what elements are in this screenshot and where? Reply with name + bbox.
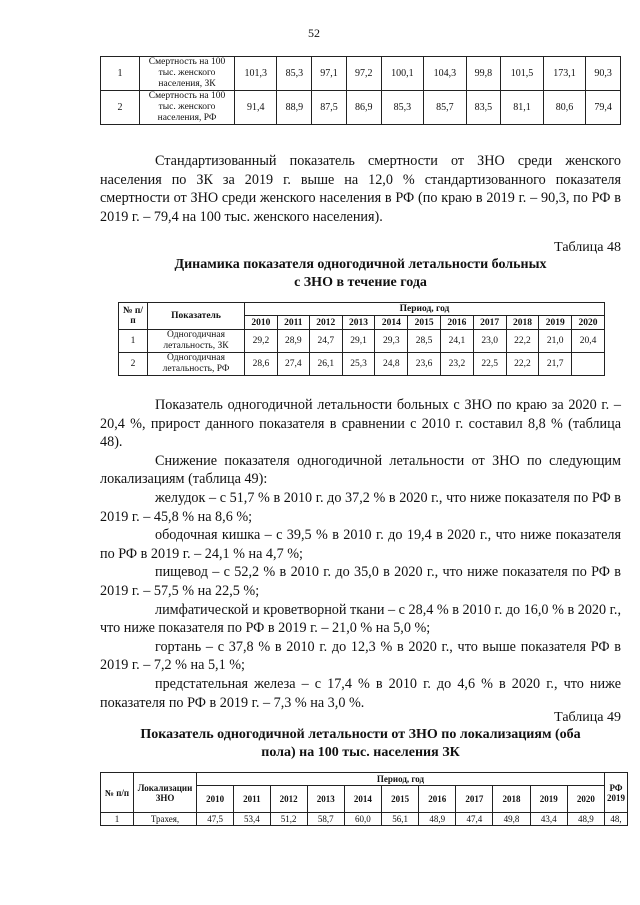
col-indicator-header: Показатель [148,303,245,330]
table-cell: 88,9 [277,91,312,125]
table-cell: 81,1 [501,91,543,125]
year-header: 2017 [473,316,506,330]
table-row [101,813,628,826]
year-header: 2017 [456,786,493,813]
row-label: Трахея, [134,813,197,826]
table49-caption: Таблица 49 [554,710,621,725]
year-header: 2020 [567,786,604,813]
row-num: 2 [101,91,140,125]
year-header: 2018 [493,786,530,813]
table-cell: 83,5 [466,91,501,125]
col-loc-header: Локализации ЗНО [134,773,197,813]
year-header: 2018 [506,316,539,330]
paragraph-text: Показатель одногодичной летальности больных с ЗНО по краю за 2020 г. – 20,4 %, прирост данного показателя в сравнении с 2010 г. составил 8,8 % (таблица 48). [100,397,621,451]
col-num-header: № п/п [119,303,148,330]
table-cell: 58,7 [307,813,344,826]
year-header: 2015 [382,786,419,813]
table49 [100,772,628,826]
table-cell: 23,0 [473,330,506,353]
table-cell [572,353,605,376]
paragraph-text: пищевод – с 52,2 % в 2010 г. до 35,0 в 2020 г., что ниже показателя по РФ в 2019 г. – 57,5 % на 22,5 %; [100,564,621,599]
year-header: 2019 [539,316,572,330]
row-num: 1 [101,57,140,91]
table-cell: 104,3 [424,57,466,91]
table-cell: 21,7 [539,353,572,376]
table-cell: 27,4 [277,353,309,376]
table-cell: 85,7 [424,91,466,125]
title-line: пола) на 100 тыс. населения ЗК [261,745,460,760]
table-cell: 22,2 [506,353,539,376]
table-row [119,353,605,376]
table-cell: 47,4 [456,813,493,826]
table-cell: 79,4 [586,91,621,125]
page-number: 52 [308,26,320,40]
year-header: 2020 [572,316,605,330]
table-cell: 26,1 [309,353,342,376]
row-label: Одногодичная летальность, РФ [148,353,245,376]
table-cell: 49,8 [493,813,530,826]
table-cell: 48, [605,813,628,826]
table-cell: 20,4 [572,330,605,353]
table-cell: 48,9 [567,813,604,826]
table-cell: 85,3 [277,57,312,91]
table-cell: 60,0 [344,813,381,826]
table-cell: 91,4 [235,91,277,125]
mortality-table [100,56,621,125]
table-cell: 28,5 [408,330,441,353]
table-row [101,57,621,91]
table48-title [100,256,621,292]
table-cell: 24,8 [375,353,408,376]
row-label: Смертность на 100 тыс. женского населения, ЗК [140,57,235,91]
paragraph-text: Снижение показателя одногодичной летальности от ЗНО по следующим локализациям (таблица 49): [100,452,621,488]
paragraph-text: Стандартизованный показатель смертности от ЗНО среди женского населения по ЗК за 2019 г. выше на 12,0 % стандартизованного показателя смертности от ЗНО среди женского населения в РФ (по краю в 2019 г. – 90,3, по РФ в 2019 г. – 79,4 на 100 тыс. женского населения). [100,153,621,225]
year-header: 2012 [309,316,342,330]
paragraph-text: лимфатической и кроветворной ткани – с 28,4 % в 2010 г. до 16,0 % в 2020 г., что ниже показателя по РФ в 2019 г. – 21,0 % на 5,0 %; [100,601,621,637]
row-label: Одногодичная летальность, ЗК [148,330,245,353]
table-cell: 28,9 [277,330,309,353]
table-cell: 173,1 [543,57,585,91]
year-header: 2010 [245,316,278,330]
table-cell: 80,6 [543,91,585,125]
table-cell: 22,5 [473,353,506,376]
period-header: Период, год [245,303,605,316]
year-header: 2016 [419,786,456,813]
paragraph-text: желудок – с 51,7 % в 2010 г. до 37,2 % в 2020 г., что ниже показателя по РФ в 2019 г. – 45,8 % на 8,6 %; [100,489,621,525]
table-cell: 87,5 [312,91,347,125]
year-header: 2015 [408,316,441,330]
table-cell: 90,3 [586,57,621,91]
table-cell: 101,3 [235,57,277,91]
table49-title [100,726,621,762]
table-cell: 86,9 [346,91,381,125]
title-line: Показатель одногодичной летальности от ЗНО по локализациям (оба [140,727,581,742]
table-cell: 56,1 [382,813,419,826]
year-header: 2016 [440,316,473,330]
table-cell: 23,2 [440,353,473,376]
table-cell: 43,4 [530,813,567,826]
table-cell: 47,5 [197,813,234,826]
table-cell: 24,1 [440,330,473,353]
col-num-header: № п/п [101,773,134,813]
table-cell: 28,6 [245,353,278,376]
year-header: 2013 [342,316,375,330]
year-header: 2014 [344,786,381,813]
paragraph-text: ободочная кишка – с 39,5 % в 2010 г. до 19,4 в 2020 г., что ниже показателя по РФ в 2019 г. – 24,1 % на 4,7 %; [100,527,621,562]
year-header: 2011 [234,786,270,813]
row-label: Смертность на 100 тыс. женского населения, РФ [140,91,235,125]
col-rf-header: РФ 2019 [605,773,628,813]
table-cell: 29,2 [245,330,278,353]
table-cell: 101,5 [501,57,543,91]
year-header: 2019 [530,786,567,813]
year-header: 2010 [197,786,234,813]
table-cell: 23,6 [408,353,441,376]
lethality-text [100,396,621,712]
paragraph-text: гортань – с 37,8 % в 2010 г. до 12,3 % в 2020 г., что выше показателя РФ в 2019 г. – 7,2 % на 5,1 %; [100,638,621,674]
period-header: Период, год [197,773,605,786]
table-cell: 21,0 [539,330,572,353]
mortality-paragraph [100,152,621,226]
year-header: 2013 [307,786,344,813]
row-num: 1 [119,330,148,353]
table-row [101,91,621,125]
row-num: 1 [101,813,134,826]
table48-caption: Таблица 48 [554,240,621,255]
table-cell: 85,3 [381,91,423,125]
table-cell: 100,1 [381,57,423,91]
table-cell: 48,9 [419,813,456,826]
title-line: с ЗНО в течение года [294,275,427,290]
year-header: 2012 [270,786,307,813]
year-header: 2014 [375,316,408,330]
table-cell: 29,1 [342,330,375,353]
table48 [118,302,605,376]
table-cell: 22,2 [506,330,539,353]
table-cell: 51,2 [270,813,307,826]
table-cell: 53,4 [234,813,270,826]
table-cell: 25,3 [342,353,375,376]
table-cell: 29,3 [375,330,408,353]
title-line: Динамика показателя одногодичной летальности больных [174,257,547,272]
year-header: 2011 [277,316,309,330]
table-cell: 97,1 [312,57,347,91]
table-cell: 97,2 [346,57,381,91]
table-cell: 99,8 [466,57,501,91]
paragraph-text: предстательная железа – с 17,4 % в 2010 г. до 4,6 % в 2020 г., что ниже показателя по РФ в 2019 г. – 7,3 % на 3,0 %. [100,675,621,711]
table-cell: 24,7 [309,330,342,353]
table-row [119,330,605,353]
row-num: 2 [119,353,148,376]
